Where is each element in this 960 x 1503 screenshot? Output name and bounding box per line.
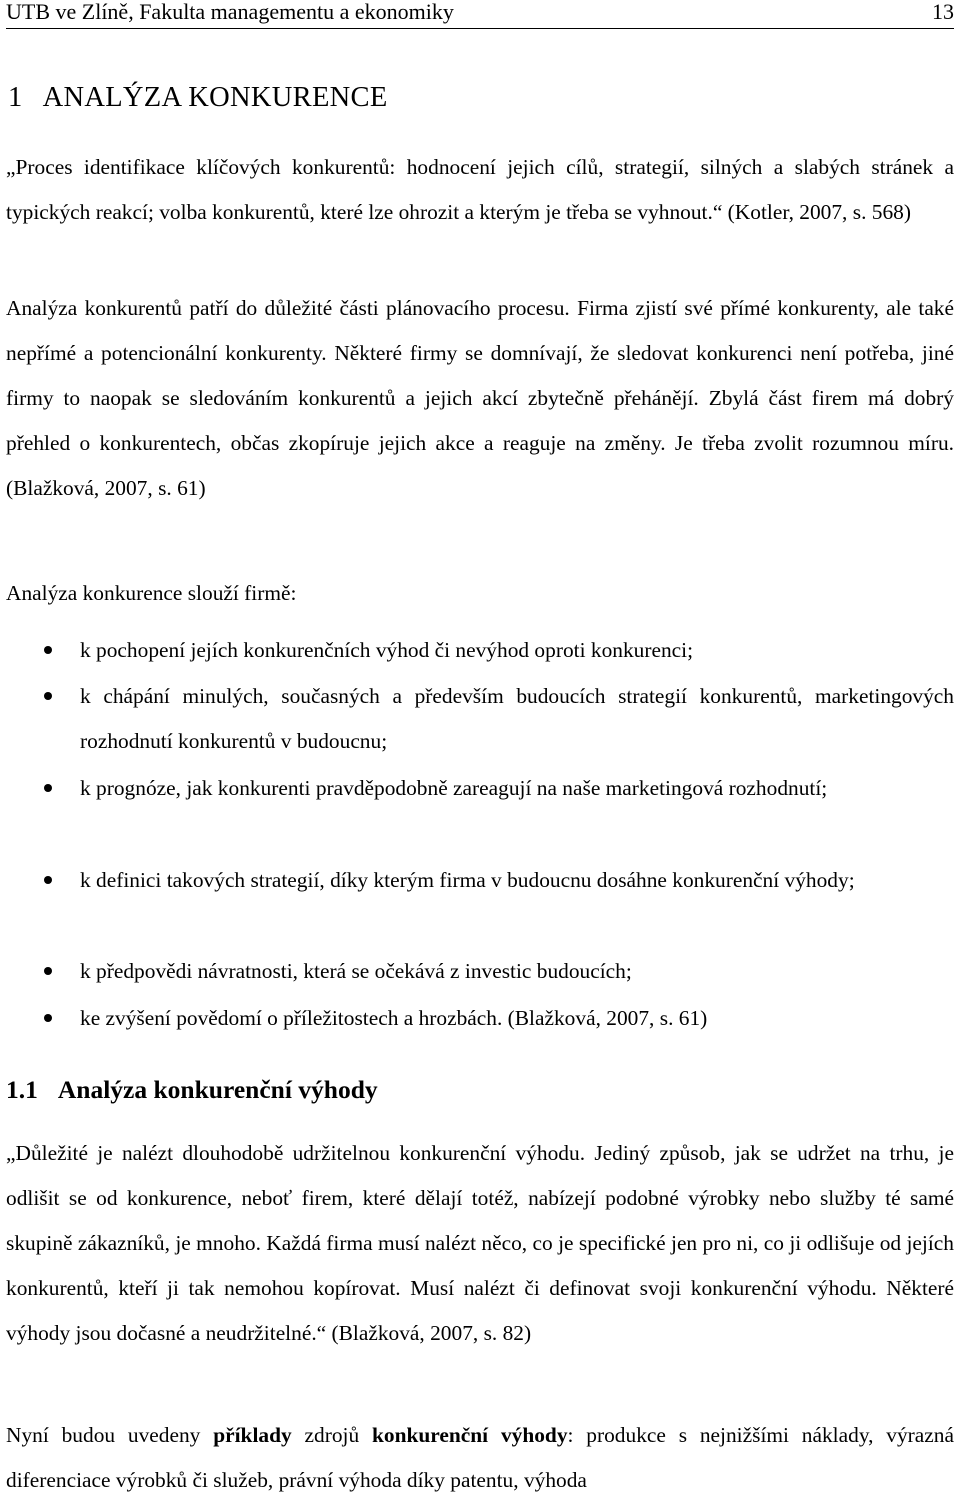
list-item-text: k definici takových strategií, díky kterým firma v budoucnu dosáhne konkurenční výhody; — [80, 868, 855, 892]
paragraph-list-intro: Analýza konkurence slouží firmě: — [6, 581, 297, 605]
section-title: Analýza konkurenční výhody — [57, 1075, 378, 1104]
list-item-text: k pochopení jejích konkurenčních výhod či nevýhod oproti konkurenci; — [80, 638, 694, 662]
bullet-icon — [44, 692, 52, 700]
chapter-number: 1 — [8, 82, 23, 113]
text-run: : produkce s nejnižšími náklady, výrazná diferenciace výrobků či služeb, právní výhoda díky patentu, výhoda — [6, 1423, 954, 1492]
bullet-icon — [44, 646, 52, 654]
section-number: 1.1 — [6, 1075, 38, 1104]
paragraph-competitive-advantage-quote: „Důležité je nalézt dlouhodobě udržitelnou konkurenční výhodu. Jediný způsob, jak se udržet na trhu, je odlišit se od konkurence, neboť firem, které dělají totéž, nabízejí podobné výrobky nebo služby té samé skupině zákazníků, je mnoho. Každá firma musí nalézt něco, co je specifické jen pro ni, co ji odlišuje od jejích konkurentů, kteří ji tak nemohou kopírovat. Musí nalézt či definovat svoji konkurenční výhodu. Některé výhody jsou dočasné a neudržitelné.“ (Blažková, 2007, s. 82) — [6, 1141, 954, 1345]
page-header — [6, 0, 954, 29]
chapter-heading — [8, 80, 388, 116]
bullet-icon — [44, 967, 52, 975]
list-item-text: k chápání minulých, současných a především budoucích strategií konkurentů, marketingových rozhodnutí konkurentů v budoucnu; — [80, 684, 954, 753]
page-number: 13 — [932, 0, 954, 24]
section-heading — [6, 1070, 378, 1110]
paragraph-kotler-quote: „Proces identifikace klíčových konkurentů: hodnocení jejich cílů, strategií, silných a slabých stránek a typických reakcí; volba konkurentů, které lze ohrozit a kterým je třeba se vyhnout.“ (Kotler, 2007, s. 568) — [6, 155, 954, 224]
header-title: UTB ve Zlíně, Fakulta managementu a ekonomiky — [6, 0, 454, 24]
list-item-text: ke zvýšení povědomí o příležitostech a hrozbách. (Blažková, 2007, s. 61) — [80, 1006, 708, 1030]
list-item-text: k prognóze, jak konkurenti pravděpodobně zareagují na naše marketingová rozhodnutí; — [80, 776, 828, 800]
list-item-text: k předpovědi návratnosti, která se očekává z investic budoucích; — [80, 959, 632, 983]
paragraph-competitor-analysis: Analýza konkurentů patří do důležité části plánovacího procesu. Firma zjistí své přímé konkurenty, ale také nepřímé a potencionální konkurenty. Některé firmy se domnívají, že sledovat konkurenci není potřeba, jiné firmy to naopak se sledováním konkurentů a jejich akcí zbytečně přehánějí. Zbylá část firem má dobrý přehled o konkurentech, občas zkopíruje jejich akce a reaguje na změny. Je třeba zvolit rozumnou míru. (Blažková, 2007, s. 61) — [6, 296, 954, 500]
bullet-icon — [44, 876, 52, 884]
bullet-icon — [44, 1014, 52, 1022]
chapter-title: ANALÝZA KONKURENCE — [42, 82, 388, 113]
paragraph-advantage-examples — [6, 1413, 954, 1503]
text-run: zdrojů — [291, 1423, 372, 1447]
bold-term-competitive-advantage: konkurenční výhody — [372, 1423, 568, 1447]
text-run: Nyní budou uvedeny — [6, 1423, 214, 1447]
bullet-icon — [44, 784, 52, 792]
bold-term-examples: příklady — [213, 1423, 292, 1447]
